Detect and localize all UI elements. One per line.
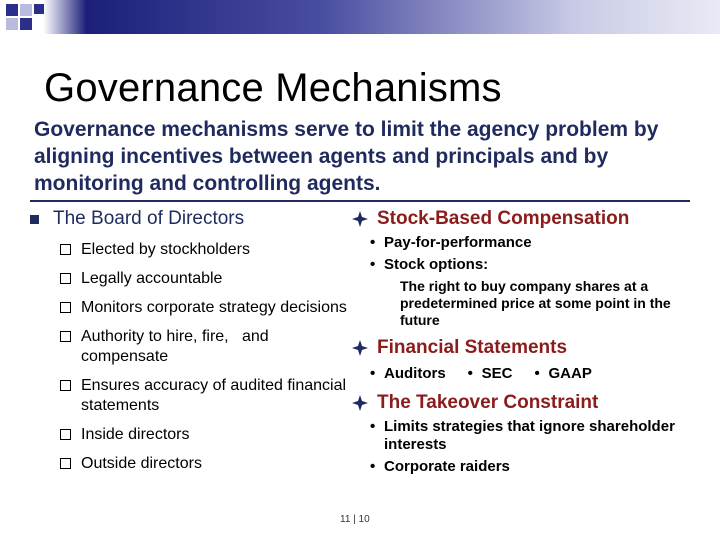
list-item-text: Inside directors [81, 426, 190, 443]
board-heading: The Board of Directors [53, 208, 245, 229]
dot-bullet-icon: • [370, 418, 376, 435]
stock-heading-row [352, 208, 712, 230]
dot-bullet-icon: • [467, 365, 473, 382]
square-bullet-icon [30, 215, 39, 224]
decor-square [20, 18, 32, 30]
list-item-text: Legally accountable [81, 270, 223, 287]
list-item [60, 269, 350, 289]
stock-options-note: The right to buy company shares at a predetermined price at some point in the future [400, 278, 671, 328]
list-item-text: Stock options: [384, 256, 489, 273]
dot-bullet-icon: • [370, 365, 376, 382]
list-item-text: Corporate raiders [384, 458, 510, 475]
decor-square [6, 18, 18, 30]
decor-square [34, 4, 44, 14]
board-of-directors-section [30, 208, 350, 483]
list-item [370, 458, 712, 476]
box-bullet-icon [60, 458, 71, 469]
financial-heading: Financial Statements [377, 337, 568, 358]
list-item-text: GAAP [548, 365, 592, 382]
list-item [60, 425, 350, 445]
list-item [60, 298, 350, 318]
financial-items-row [370, 365, 712, 382]
list-item-text: Auditors [384, 365, 446, 382]
takeover-heading-row [352, 392, 712, 414]
list-item-text: Elected by stockholders [81, 241, 250, 258]
list-item-text: Ensures accuracy of audited financial statements [81, 377, 347, 414]
list-item [370, 234, 712, 252]
list-item-text: Limits strategies that ignore shareholder interests [384, 418, 675, 453]
takeover-constraint-group [352, 392, 712, 476]
board-list [30, 240, 350, 474]
board-heading-row [30, 208, 350, 230]
box-bullet-icon [60, 302, 71, 313]
slide-title: Governance Mechanisms [44, 66, 502, 110]
page-number: 11 | 10 [340, 514, 370, 525]
diamond-bullet-icon [352, 211, 368, 227]
divider-line [30, 200, 690, 202]
list-item [60, 240, 350, 260]
takeover-heading: The Takeover Constraint [377, 392, 599, 413]
list-item [370, 256, 712, 274]
box-bullet-icon [60, 380, 71, 391]
list-item [370, 418, 712, 454]
box-bullet-icon [60, 244, 71, 255]
list-item-text: Outside directors [81, 455, 202, 472]
decor-square [6, 4, 18, 16]
dot-bullet-icon: • [370, 234, 376, 251]
list-item [535, 365, 592, 382]
dot-bullet-icon: • [534, 365, 540, 382]
mechanisms-section [352, 208, 712, 484]
list-item-text: SEC [481, 365, 513, 382]
dot-bullet-icon: • [370, 458, 376, 475]
list-item-text: Pay-for-performance [384, 234, 532, 251]
list-item-text: Monitors corporate strategy decisions [81, 299, 347, 316]
header-gradient-bar [0, 0, 720, 34]
financial-heading-row [352, 337, 712, 359]
decor-square [20, 4, 32, 16]
stock-compensation-group [352, 208, 712, 329]
list-item [60, 454, 350, 474]
box-bullet-icon [60, 273, 71, 284]
diamond-bullet-icon [352, 340, 368, 356]
diamond-bullet-icon [352, 395, 368, 411]
box-bullet-icon [60, 331, 71, 342]
stock-heading: Stock-Based Compensation [377, 208, 630, 229]
list-item [60, 376, 350, 416]
dot-bullet-icon: • [370, 256, 376, 273]
list-item-text: Authority to hire, fire, and compensate [81, 328, 274, 365]
box-bullet-icon [60, 429, 71, 440]
list-item [60, 327, 350, 367]
list-item [468, 365, 513, 382]
slide-subtitle: Governance mechanisms serve to limit the agency problem by aligning incentives between agents and principals and by monitoring and controlling agents. [34, 118, 659, 195]
list-item [370, 365, 446, 382]
financial-statements-group [352, 337, 712, 382]
